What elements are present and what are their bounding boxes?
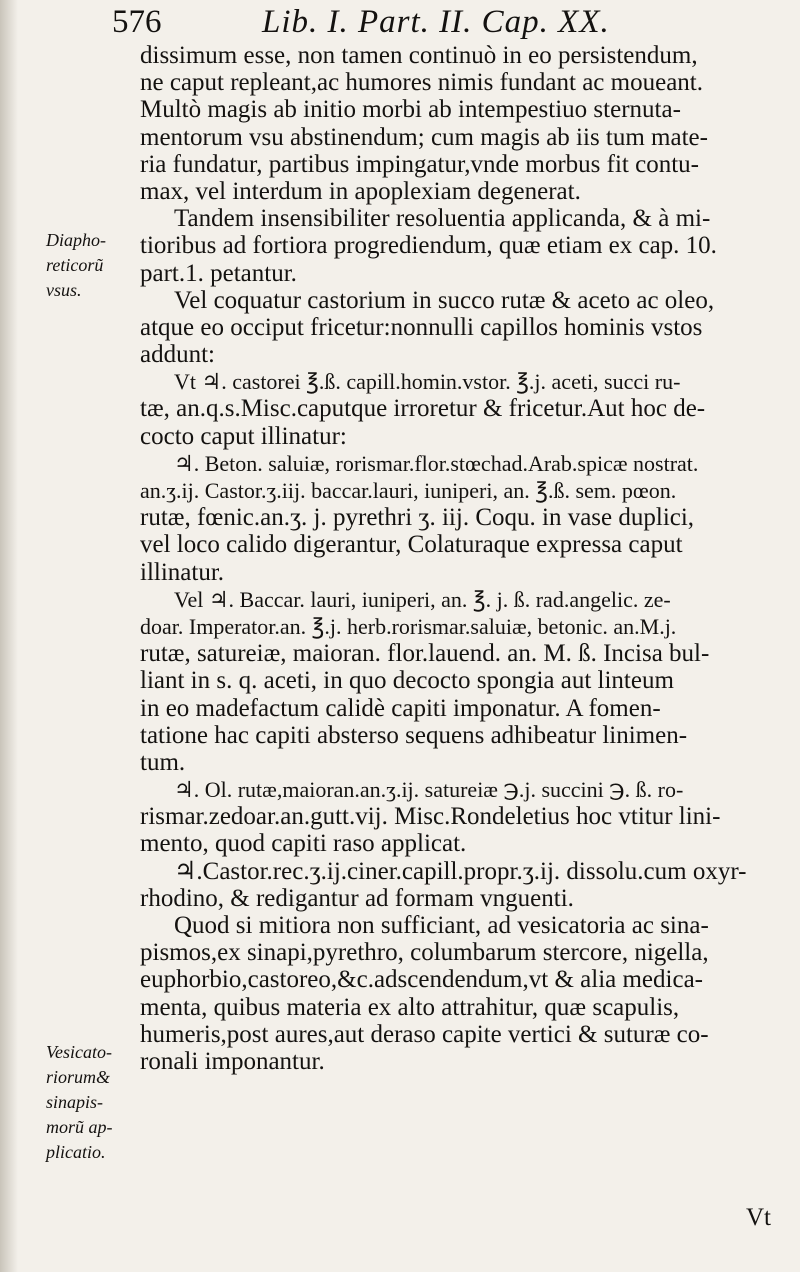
text-line: ria fundatur, partibus impingatur,vnde morbus fit contu- <box>140 150 699 178</box>
text-line: mento, quod capiti raso applicat. <box>140 830 467 858</box>
text-line: euphorbio,castoreo,&c.adscendendum,vt & alia medica- <box>140 966 703 994</box>
text-line: tatione hac capiti absterso sequens adhibeatur linimen- <box>140 721 688 749</box>
text-line: liant in s. q. aceti, in quo decocto spongia aut linteum <box>140 667 674 695</box>
margin-note-line: morũ ap- <box>46 1117 113 1137</box>
page-gutter-shadow <box>0 0 18 1272</box>
running-title: Lib. I. Part. II. Cap. XX. <box>262 4 610 40</box>
text-line: cocto caput illinatur: <box>140 422 347 450</box>
catchword: Vt <box>746 1204 771 1231</box>
text-line: pismos,ex sinapi,pyrethro, columbarum stercore, nigella, <box>140 939 709 967</box>
margin-note-vesicatory <box>46 1040 138 1165</box>
text-line: ne caput repleant,ac humores nimis fundant ac moueant. <box>140 69 703 97</box>
margin-note-line: vsus. <box>46 280 82 300</box>
margin-note-line: plicatio. <box>46 1142 106 1162</box>
text-line: rismar.zedoar.an.gutt.vij. Misc.Rondeletius hoc vtitur lini- <box>140 803 721 831</box>
text-line: rutæ, fœnic.an.ʒ. j. pyrethri ʒ. iij. Coqu. in vase duplici, <box>140 504 695 532</box>
margin-note-line: sinapis- <box>46 1092 104 1112</box>
margin-note-line: reticorũ <box>46 255 104 275</box>
text-line: max, vel interdum in apoplexiam degenerat. <box>140 177 581 205</box>
text-line: tioribus ad fortiora progrediendum, quæ etiam ex cap. 10. <box>140 232 717 260</box>
text-line: ♃.Castor.rec.ʒ.ij.ciner.capill.propr.ʒ.ij. dissolu.cum oxyr- <box>174 857 747 885</box>
text-line: Vt ♃. castorei ℥.ß. capill.homin.vstor. ℥.j. aceti, succi ru- <box>174 369 681 395</box>
text-line: dissimum esse, non tamen continuò in eo persistendum, <box>140 42 698 69</box>
text-line: tum. <box>140 748 186 776</box>
text-line: vel loco calido digerantur, Colaturaque expressa caput <box>140 531 683 559</box>
text-line: an.ʒ.ij. Castor.ʒ.iij. baccar.lauri, iuniperi, an. ℥.ß. sem. pœon. <box>140 478 677 503</box>
text-line: mentorum vsu abstinendum; cum magis ab iis tum mate- <box>140 123 708 151</box>
text-line: ♃. Ol. rutæ,maioran.an.ʒ.ij. satureiæ ℈.j. succini ℈. ß. ro- <box>174 777 684 803</box>
text-line: Tandem insensibiliter resoluentia applicanda, & à mi- <box>174 205 711 233</box>
margin-note-line: riorum& <box>46 1067 111 1087</box>
text-line: rhodino, & redigantur ad formam vnguenti. <box>140 884 574 912</box>
margin-note-diaphoretic <box>46 228 138 303</box>
text-line: atque eo occiput fricetur:nonnulli capillos hominis vstos <box>140 313 703 341</box>
text-line: humeris,post aures,aut deraso capite vertici & suturæ co- <box>140 1020 709 1048</box>
text-line: Vel ♃. Baccar. lauri, iuniperi, an. ℥. j. ß. rad.angelic. ze- <box>174 586 671 612</box>
text-line: part.1. petantur. <box>140 259 297 287</box>
text-line: doar. Imperator.an. ℥.j. herb.rorismar.saluiæ, betonic. an.M.j. <box>140 613 677 639</box>
margin-note-line: Diapho- <box>46 230 106 250</box>
body-text <box>140 42 768 1075</box>
text-line: ronali imponantur. <box>140 1047 325 1075</box>
text-line: in eo madefactum calidè capiti imponatur. A fomen- <box>140 694 661 722</box>
margin-note-line: Vesicato- <box>46 1042 112 1062</box>
text-line: illinatur. <box>140 558 225 586</box>
text-line: rutæ, satureiæ, maioran. flor.lauend. an. M. ß. Incisa bul- <box>140 640 710 668</box>
text-line: Quod si mitiora non sufficiant, ad vesicatoria ac sina- <box>174 912 709 939</box>
text-line: menta, quibus materia ex alto attrahitur, quæ scapulis, <box>140 993 680 1021</box>
text-line: addunt: <box>140 341 215 369</box>
page-number: 576 <box>112 4 162 40</box>
text-line: Multò magis ab initio morbi ab intempestiuo sternuta- <box>140 96 681 124</box>
text-line: ♃. Beton. saluiæ, rorismar.flor.stœchad.Arab.spicæ nostrat. <box>174 450 699 476</box>
text-line: Vel coquatur castorium in succo rutæ & aceto ac oleo, <box>174 286 715 314</box>
text-line: tæ, an.q.s.Misc.caputque irroretur & fricetur.Aut hoc de- <box>140 395 706 423</box>
